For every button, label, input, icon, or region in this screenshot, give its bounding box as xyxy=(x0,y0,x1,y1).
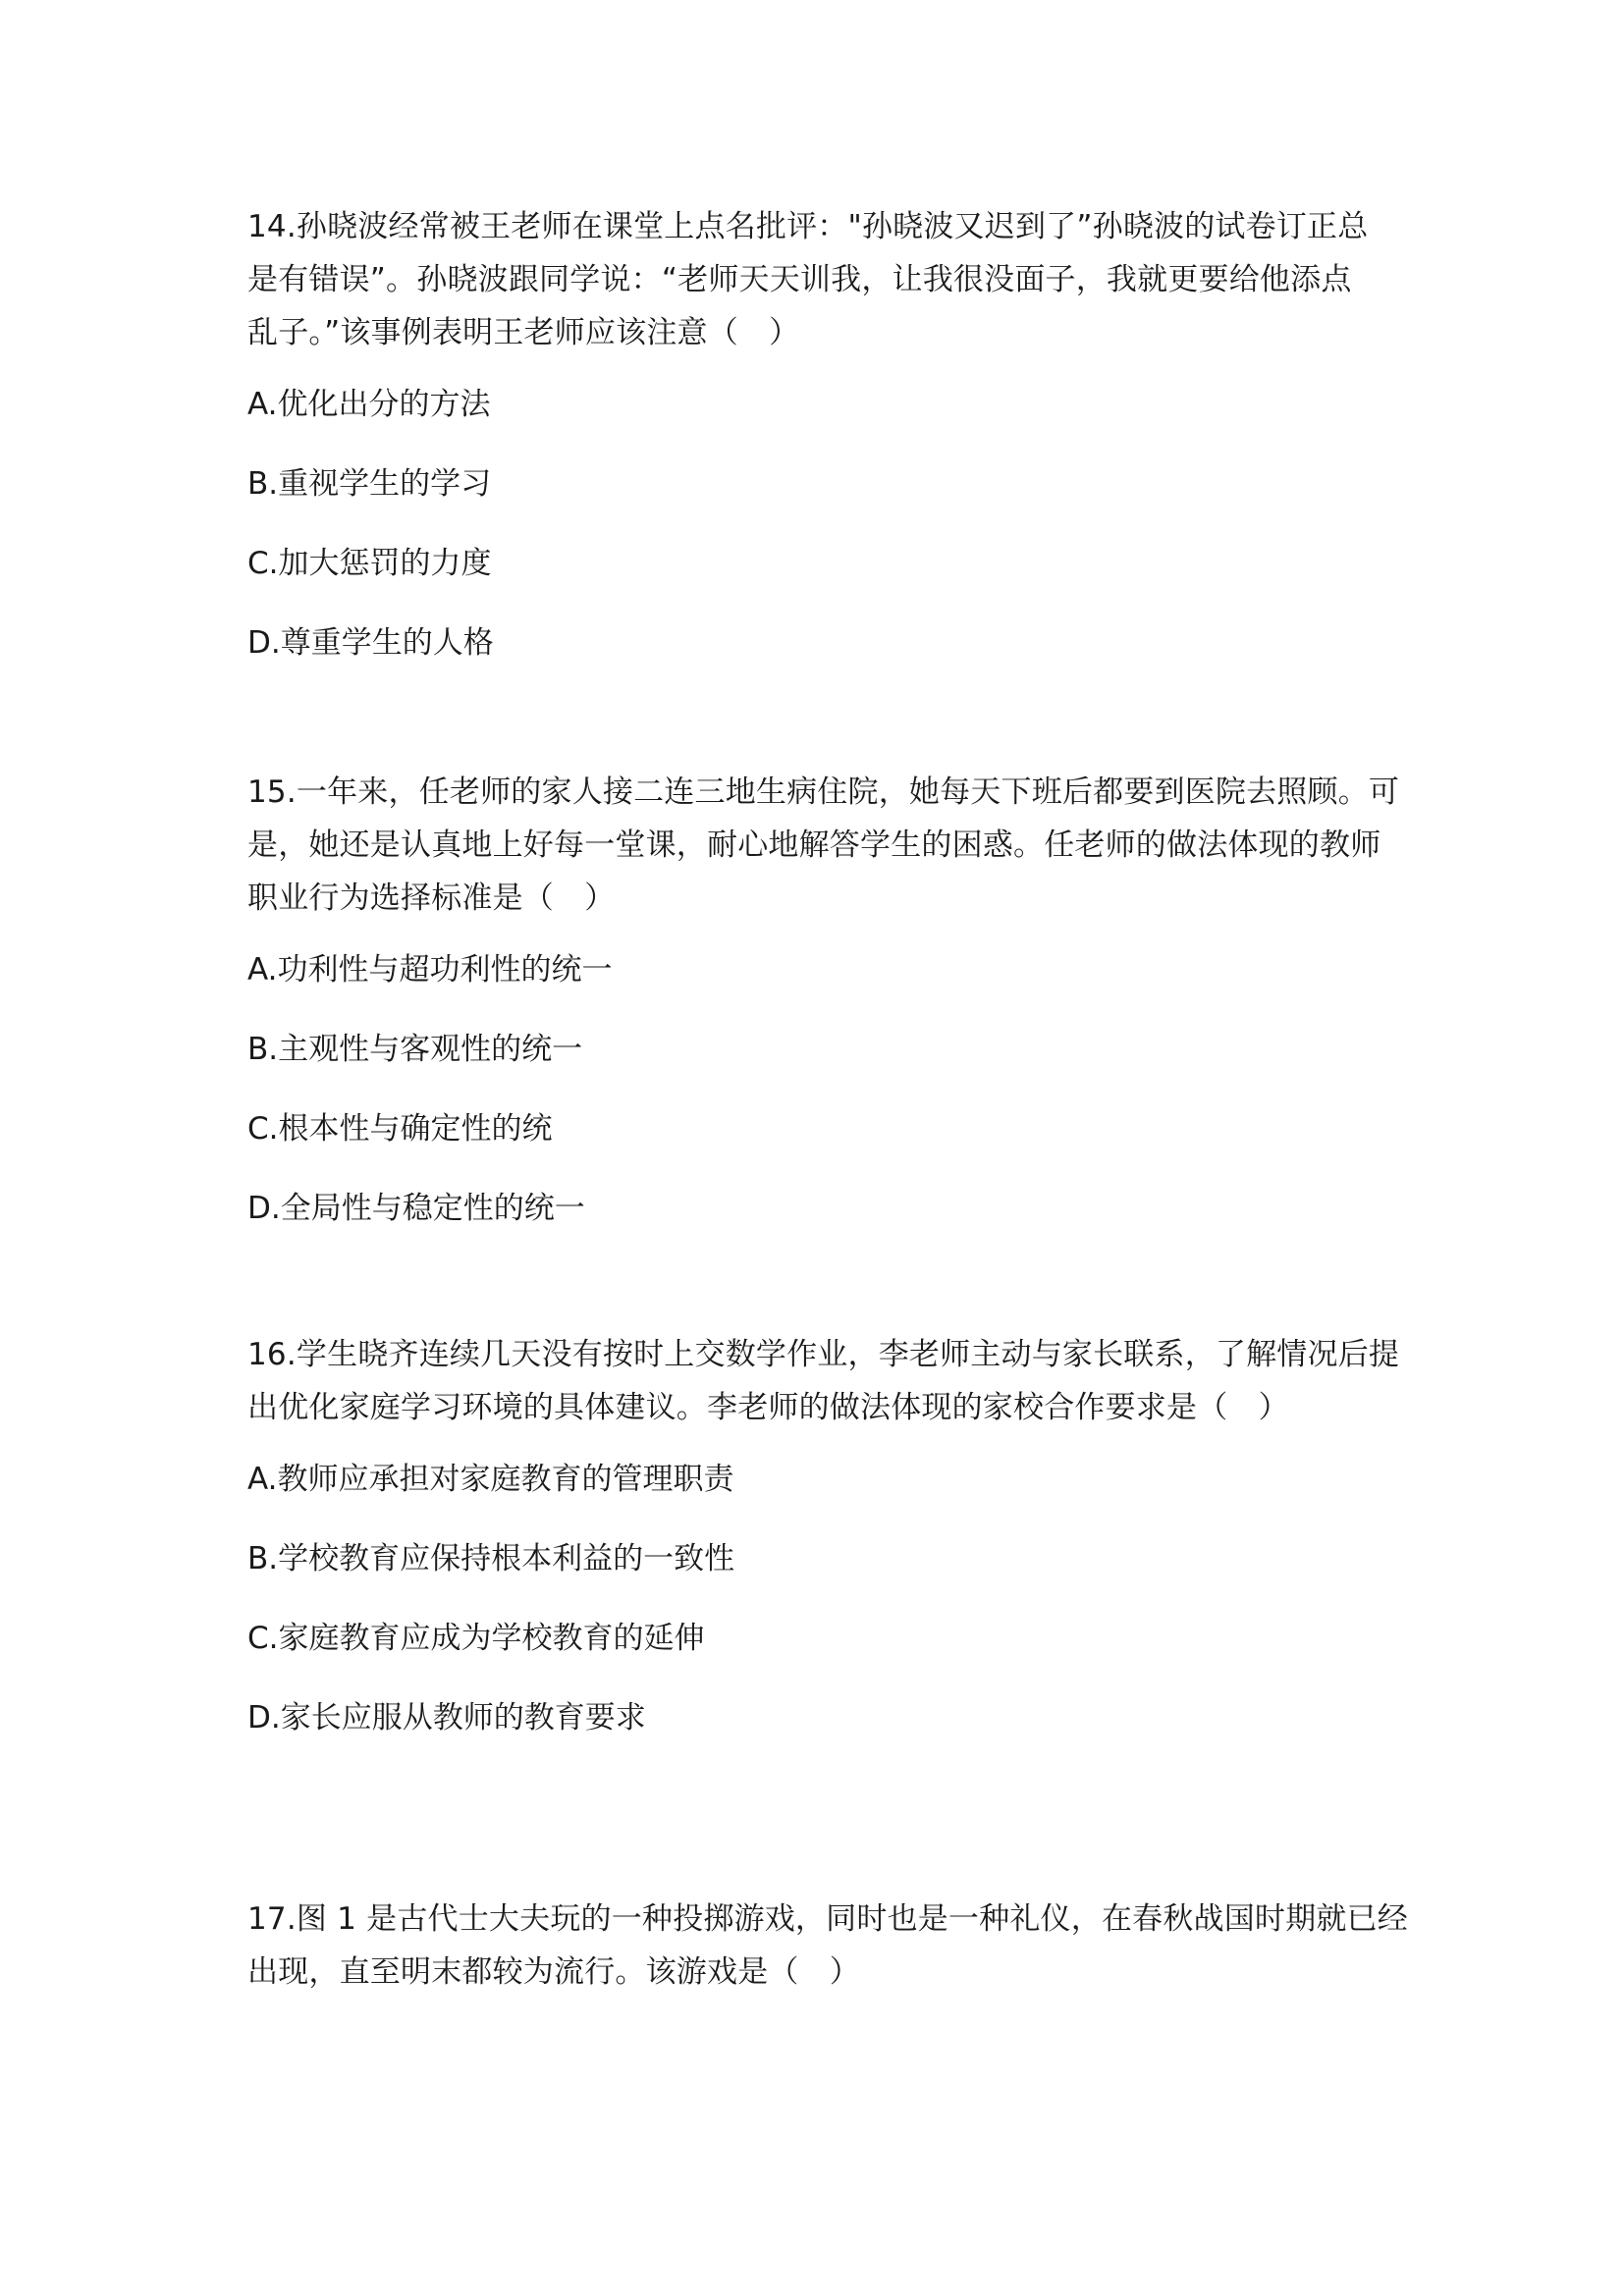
question-stem xyxy=(247,766,1400,925)
stem-line: 15.一年来，任老师的家人接二连三地生病住院，她每天下班后都要到医院去照顾。可 xyxy=(247,774,1400,810)
question-15 xyxy=(247,766,1400,1268)
option-d: D.尊重学生的人格 xyxy=(247,625,494,661)
option-d: D.家长应服从教师的教育要求 xyxy=(247,1700,646,1735)
option-c: C.根本性与确定性的统 xyxy=(247,1111,553,1147)
option-b: B.学校教育应保持根本利益的一致性 xyxy=(247,1541,735,1576)
stem-line: 出优化家庭学习环境的具体建议。李老师的做法体现的家校合作要求是（ ） xyxy=(247,1390,1289,1425)
stem-line: 14.孙晓波经常被王老师在课堂上点名批评："孙晓波又迟到了”孙晓波的试卷订正总 xyxy=(247,209,1369,244)
question-17 xyxy=(247,1893,1408,1999)
question-16 xyxy=(247,1328,1400,1778)
option-a: A.优化出分的方法 xyxy=(247,387,491,422)
answer-options xyxy=(247,1460,1396,1737)
option-d: D.全局性与稳定性的统一 xyxy=(247,1191,585,1226)
stem-line: 17.图 1 是古代士大夫玩的一种投掷游戏，同时也是一种礼仪，在春秋战国时期就已经 xyxy=(247,1901,1408,1937)
question-stem xyxy=(247,1328,1400,1434)
answer-options xyxy=(247,385,1396,663)
question-14 xyxy=(247,200,1396,703)
question-stem xyxy=(247,200,1396,359)
question-stem xyxy=(247,1893,1408,1999)
option-c: C.家庭教育应成为学校教育的延伸 xyxy=(247,1621,705,1656)
stem-line: 是有错误”。孙晓波跟同学说：“老师天天训我，让我很没面子，我就更要给他添点 xyxy=(247,262,1352,297)
stem-line: 职业行为选择标准是（ ） xyxy=(247,881,616,916)
option-c: C.加大惩罚的力度 xyxy=(247,546,492,581)
stem-line: 是，她还是认真地上好每一堂课，耐心地解答学生的困惑。任老师的做法体现的教师 xyxy=(247,828,1381,863)
option-a: A.教师应承担对家庭教育的管理职责 xyxy=(247,1462,734,1497)
answer-options xyxy=(247,950,1396,1228)
stem-line: 出现，直至明末都较为流行。该游戏是（ ） xyxy=(247,1954,860,1990)
option-b: B.主观性与客观性的统一 xyxy=(247,1032,583,1067)
option-b: B.重视学生的学习 xyxy=(247,466,492,502)
stem-line: 16.学生晓齐连续几天没有按时上交数学作业，李老师主动与家长联系，了解情况后提 xyxy=(247,1337,1400,1372)
stem-line: 乱子。”该事例表明王老师应该注意（ ） xyxy=(247,315,800,350)
option-a: A.功利性与超功利性的统一 xyxy=(247,952,613,988)
